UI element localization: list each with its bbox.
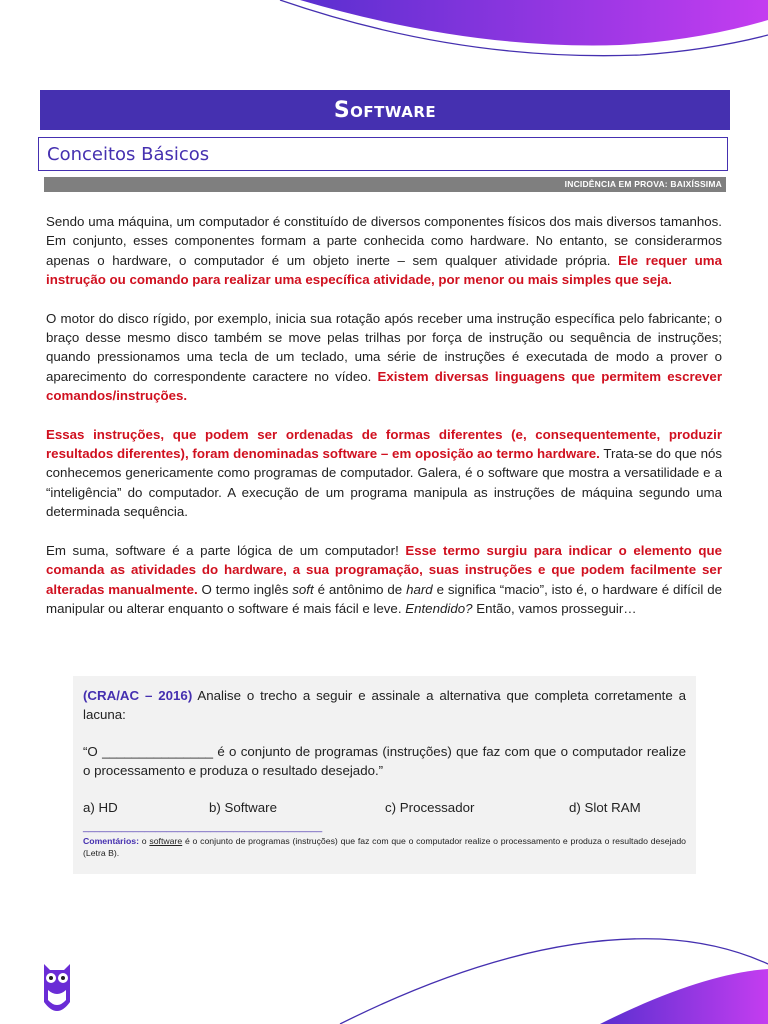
paragraph-4-mid2: é antônimo de [313,581,407,597]
paragraph-2-highlight: Existem diversas linguagens que permitem escrever comandos/instruções. [46,368,722,404]
incidence-label: INCIDÊNCIA EM PROVA: BAIXÍSSIMA [564,179,722,189]
incidence-bar [44,177,726,192]
paragraph-1 [46,212,722,290]
question-tag: (CRA/AC – 2016) [83,688,193,703]
paragraph-1-text: Sendo uma máquina, um computador é constituído de diversos componentes físicos dos mais diversos tamanhos. Em conjunto, esses componentes formam a parte conhecida como hardware. No entanto, se considerarmos apenas o hardware, o computador é um objeto inerte – sem qualquer atividade própria. [46,214,722,268]
comment [83,835,686,859]
top-wave-decoration [0,0,768,80]
paragraph-4-start: Em suma, software é a parte lógica de um computador! [46,542,406,558]
paragraph-4 [46,541,722,619]
comment-word: software [149,836,183,846]
main-content [46,212,722,637]
paragraph-1-highlight: Ele requer uma instrução ou comando para realizar uma específica atividade, por menor ou mais simples que seja. [46,252,722,288]
paragraph-4-soft: soft [292,581,314,597]
owl-logo-icon [40,958,74,1020]
comment-divider: ___________________________________________ [83,822,323,833]
section-heading: Conceitos Básicos [47,143,210,165]
question-statement [83,686,686,724]
question-box [73,676,696,874]
paragraph-4-dot: . [193,581,198,597]
paragraph-3-highlight: Essas instruções, que podem ser ordenadas de formas diferentes (e, consequentemente, produzir resultados diferentes), foram denominadas software – em oposição ao termo hardware. [46,426,722,462]
page-title: Software [333,97,437,123]
question-text: Analise o trecho a seguir e assinale a alternativa que completa corretamente a lacuna: [83,688,686,722]
option-a: a) HD [83,800,118,815]
paragraph-2-text: O motor do disco rígido, por exemplo, inicia sua rotação após receber uma instrução específica pelo fabricante; o braço desse mesmo disco também se move pelas trilhas por força de instrução ou sequência de instruções; quando pressionamos uma tecla de um teclado, uma série de instruções é executada de modo a prover o aparecimento do correspondente caractere no vídeo. [46,310,722,384]
option-c: c) Processador [385,800,475,815]
option-d: d) Slot RAM [569,800,641,815]
comment-pre: o [139,836,150,846]
option-b: b) Software [209,800,277,815]
paragraph-4-end: e significa “macio”, isto é, o hardware é difícil de manipular ou alterar enquanto o software é mais fácil e leve. [46,581,722,616]
comment-text: é o conjunto de programas (instruções) que faz com que o computador realize o processamento e produza o resultado desejado (Letra B). [83,836,686,858]
comment-label: Comentários: [83,836,139,846]
question-options [83,798,686,817]
paragraph-4-highlight: Esse termo surgiu para indicar o elemento que comanda as atividades do hardware, a sua programação, suas instruções e que podem facilmente ser alteradas manualmente [46,542,722,597]
section-heading-box [38,137,728,171]
question-quote: “O _______________ é o conjunto de programas (instruções) que faz com que o computador realize o processamento e produza o resultado desejado.” [83,744,686,778]
paragraph-4-entendido: Entendido? [405,600,473,616]
paragraph-3-text: Trata-se do que nós conhecemos genericamente como programas de computador. Galera, é o software que mostra a versatilidade e a “inteligência” do computador. A execução de um programa manipula as instruções de máquina segundo uma determinada sequência. [46,446,723,520]
paragraph-2 [46,309,722,406]
bottom-wave-decoration [0,924,768,1024]
paragraph-4-final: Então, vamos prosseguir… [472,600,637,616]
paragraph-3 [46,425,722,522]
paragraph-4-mid1: O termo inglês [197,581,293,597]
page-title-bar [40,90,730,130]
paragraph-4-hard: hard [406,581,433,597]
